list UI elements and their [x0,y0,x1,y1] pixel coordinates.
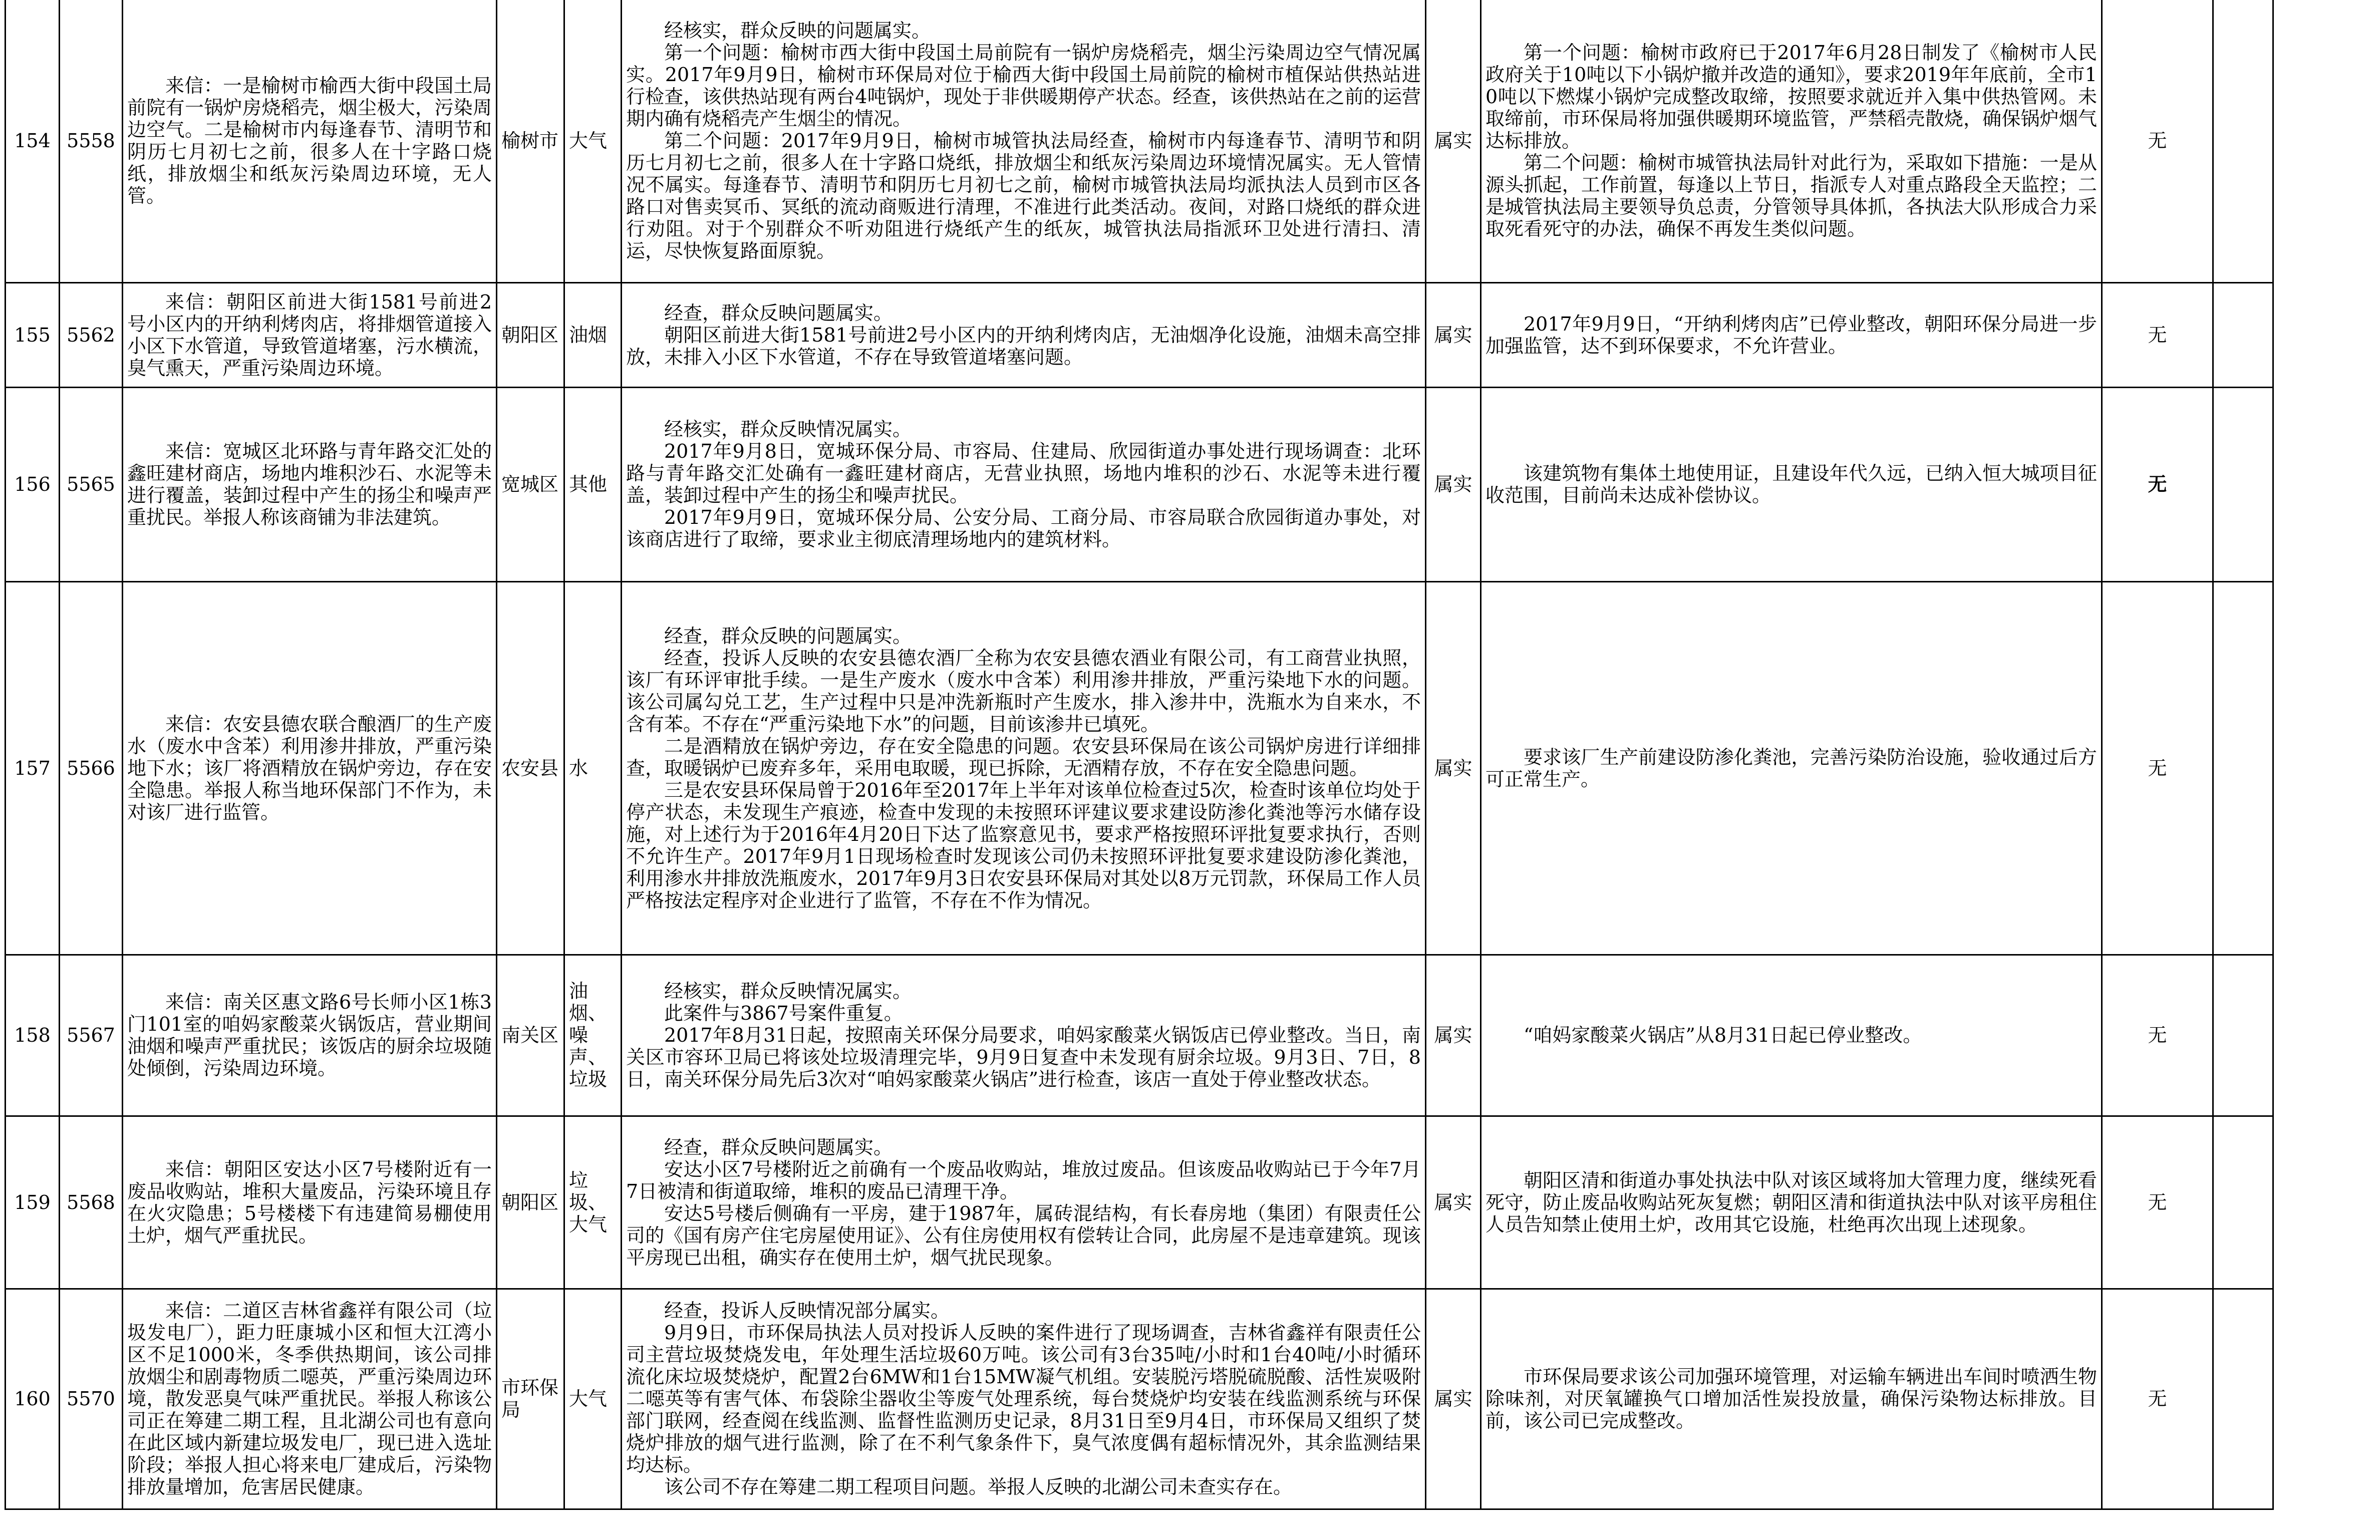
penalty: 无 [2102,282,2213,387]
investigation-result-paragraph: 2017年8月31日起，按照南关环保分局要求，咱妈家酸菜火锅饭店已停业整改。当日，南关区市容环卫局已将该处垃圾清理完毕，9月9日复查中未发现有厨余垃圾。9月3日、7日，8日，南关环保分局先后3次对“咱妈家酸菜火锅店”进行检查，该店一直处于停业整改状态。 [626,1024,1421,1090]
investigation-result-paragraph: 经核实，群众反映的问题属实。 [664,20,931,42]
complaint-paragraph: 来信：宽城区北环路与青年路交汇处的鑫旺建材商店，场地内堆积沙石、水泥等未进行覆盖，装卸过程中产生的扬尘和噪声严重扰民。举报人称该商铺为非法建筑。 [127,440,492,528]
investigation-result [622,282,1426,387]
rectification-paragraph: 该建筑物有集体土地使用证，且建设年代久远，已纳入恒大城项目征收范围，目前尚未达成补偿协议。 [1485,462,2097,506]
investigation-result-paragraph: 经查，群众反映问题属实。 [664,301,893,324]
pollution-type: 油烟、噪声、垃圾 [564,955,622,1116]
complaint-paragraph: 来信：农安县德农联合酿酒厂的生产废水（废水中含苯）利用渗井排放，严重污染地下水；该厂将酒精放在锅炉旁边，存在安全隐患。举报人称当地环保部门不作为，未对该厂进行监管。 [127,713,492,823]
empty-cell [2213,0,2273,282]
district: 市环保局 [497,1289,564,1509]
case-id: 5570 [60,1289,123,1509]
district: 朝阳区 [497,1116,564,1289]
penalty: 无 [2102,581,2213,955]
investigation-result-paragraph: 第一个问题：榆树市西大街中段国土局前院有一锅炉房烧稻壳，烟尘污染周边空气情况属实。2017年9月9日，榆树市环保局对位于榆西大街中段国土局前院的榆树市植保站供热站进行检查，该供热站现有两台4吨锅炉，现处于非供暖期停产状态。经查，该供热站在之前的运营期内确有烧稻壳产生烟尘的情况。 [626,42,1421,130]
investigation-result-paragraph: 经查，投诉人反映的农安县德农酒厂全称为农安县德农酒业有限公司，有工商营业执照，该厂有环评审批手续。一是生产废水（废水中含苯）利用渗井排放，严重污染地下水的问题。该公司属勾兑工艺，生产过程中只是冲洗新瓶时产生废水，排入渗井中，洗瓶水为自来水，不含有苯。不存在“严重污染地下水”的问题，目前该渗井已填死。 [626,647,1421,735]
empty-cell [2213,282,2273,387]
rectification [1481,1116,2102,1289]
verdict: 属实 [1426,282,1481,387]
complaint-text [123,387,497,581]
table-row [6,1289,2329,1509]
row-number: 154 [6,0,60,282]
case-id: 5566 [60,581,123,955]
rectification-paragraph: 朝阳区清和街道办事处执法中队对该区域将加大管理力度，继续死看死守，防止废品收购站死灰复燃；朝阳区清和街道执法中队对该平房租住人员告知禁止使用土炉，改用其它设施，杜绝再次出现上述现象。 [1485,1169,2097,1236]
penalty: 无 [2102,0,2213,282]
complaint-paragraph: 来信：二道区吉林省鑫祥有限公司（垃圾发电厂），距力旺康城小区和恒大江湾小区不足1000米，冬季供热期间，该公司排放烟尘和剧毒物质二噁英，严重污染周边环境，散发恶臭气味严重扰民。举报人称该公司正在筹建二期工程，且北湖公司也有意向在此区域内新建垃圾发电厂，现已进入选址阶段；举报人担心将来电厂建成后，污染物排放量增加，危害居民健康。 [127,1300,492,1498]
investigation-result-paragraph: 经核实，群众反映情况属实。 [664,980,912,1002]
rectification-paragraph: “咱妈家酸菜火锅店”从8月31日起已停业整改。 [1524,1024,1922,1046]
verdict: 属实 [1426,581,1481,955]
investigation-result-paragraph: 9月9日，市环保局执法人员对投诉人反映的案件进行了现场调查，吉林省鑫祥有限责任公司主营垃圾焚烧发电，年处理生活垃圾60万吨。该公司有3台35吨/小时和1台40吨/小时循环流化床垃圾焚烧炉，配置2台6MW和1台15MW凝气机组。安装脱污塔脱硫脱酸、活性炭吸附二噁英等有害气体、布袋除尘器收尘等废气处理系统，每台焚烧炉均安装在线监测系统与环保部门联网，经查阅在线监测、监督性监测历史记录，8月31日至9月4日，市环保局又组织了焚烧炉排放的烟气进行监测，除了在不利气象条件下，臭气浓度偶有超标情况外，其余监测结果均达标。 [626,1322,1421,1476]
case-id: 5558 [60,0,123,282]
rectification [1481,387,2102,581]
investigation-result-paragraph: 该公司不存在筹建二期工程项目问题。举报人反映的北湖公司未查实存在。 [664,1476,1293,1498]
table-row [6,0,2329,282]
rectification-paragraph: 第二个问题：榆树市城管执法局针对此行为，采取如下措施：一是从源头抓起，工作前置，每逢以上节日，指派专人对重点路段全天监控；二是城管执法局主要领导负总责，分管领导具体抓，各执法大队形成合力采取死看死守的办法，确保不再发生类似问题。 [1485,152,2097,240]
table-row [6,1116,2329,1289]
case-id: 5562 [60,282,123,387]
investigation-result-paragraph: 经查，群众反映的问题属实。 [664,625,912,647]
investigation-result [622,0,1426,282]
row-number: 158 [6,955,60,1116]
rectification [1481,955,2102,1116]
case-id: 5567 [60,955,123,1116]
investigation-result [622,581,1426,955]
table-row [6,581,2329,955]
complaint-text [123,282,497,387]
complaint-paragraph: 来信：一是榆树市榆西大街中段国土局前院有一锅炉房烧稻壳，烟尘极大，污染周边空气。二是榆树市内每逢春节、清明节和阴历七月初七之前，很多人在十字路口烧纸，排放烟尘和纸灰污染周边环境，无人管。 [127,75,492,207]
rectification [1481,1289,2102,1509]
rectification-paragraph: 第一个问题：榆树市政府已于2017年6月28日制发了《榆树市人民政府关于10吨以下小锅炉撤并改造的通知》，要求2019年年底前，全市10吨以下燃煤小锅炉完成整改取缔，按照要求就近并入集中供热管网。未取缔前，市环保局将加强供暖期环境监管，严禁稻壳散烧，确保锅炉烟气达标排放。 [1485,42,2097,152]
row-number: 155 [6,282,60,387]
investigation-result-paragraph: 此案件与3867号案件重复。 [664,1002,903,1024]
district: 宽城区 [497,387,564,581]
case-id: 5568 [60,1116,123,1289]
row-number: 156 [6,387,60,581]
pollution-type: 大气 [564,1289,622,1509]
investigation-result-paragraph: 经查，群众反映问题属实。 [664,1136,893,1158]
row-number: 157 [6,581,60,955]
empty-cell [2213,581,2273,955]
complaint-paragraph: 来信：南关区惠文路6号长师小区1栋3门101室的咱妈家酸菜火锅饭店，营业期间油烟和噪声严重扰民；该饭店的厨余垃圾随处倾倒，污染周边环境。 [127,991,492,1079]
investigation-result-paragraph: 第二个问题：2017年9月9日，榆树市城管执法局经查，榆树市内每逢春节、清明节和阴历七月初七之前，很多人在十字路口烧纸，排放烟尘和纸灰污染周边环境情况属实。无人管情况不属实。每逢春节、清明节和阴历七月初七之前，榆树市城管执法局均派执法人员到市区各路口对售卖冥币、冥纸的流动商贩进行清理，不准进行此类活动。夜间，对路口烧纸的群众进行劝阻。对于个别群众不听劝阻进行烧纸产生的纸灰，城管执法局指派环卫处进行清扫、清运，尽快恢复路面原貌。 [626,130,1421,262]
penalty: 无 [2102,955,2213,1116]
rectification [1481,0,2102,282]
pollution-type: 其他 [564,387,622,581]
complaint-text [123,0,497,282]
rectification [1481,282,2102,387]
rectification-paragraph: 要求该厂生产前建设防渗化粪池，完善污染防治设施，验收通过后方可正常生产。 [1485,746,2097,790]
row-number: 160 [6,1289,60,1509]
complaint-paragraph: 来信：朝阳区前进大街1581号前进2号小区内的开纳利烤肉店，将排烟管道接入小区下水管道，导致管道堵塞，污水横流，臭气熏天，严重污染周边环境。 [127,290,492,379]
investigation-result-paragraph: 2017年9月9日，宽城环保分局、公安分局、工商分局、市容局联合欣园街道办事处，对该商店进行了取缔，要求业主彻底清理场地内的建筑材料。 [626,506,1421,550]
investigation-result [622,1289,1426,1509]
empty-cell [2213,1116,2273,1289]
complaint-text [123,581,497,955]
complaint-text [123,1116,497,1289]
investigation-result-paragraph: 2017年9月8日，宽城环保分局、市容局、住建局、欣园街道办事处进行现场调查：北环路与青年路交汇处确有一鑫旺建材商店，无营业执照，场地内堆积的沙石、水泥等未进行覆盖，装卸过程中产生的扬尘和噪声扰民。 [626,440,1421,506]
complaint-text [123,1289,497,1509]
investigation-result-paragraph: 经查，投诉人反映情况部分属实。 [664,1300,950,1322]
investigation-result-paragraph: 三是农安县环保局曾于2016年至2017年上半年对该单位检查过5次，检查时该单位均处于停产状态，未发现生产痕迹，检查中发现的未按照环评建议要求建设防渗化粪池等污水储存设施，对上述行为于2016年4月20日下达了监察意见书，要求严格按照环评批复要求执行，否则不允许生产。2017年9月1日现场检查时发现该公司仍未按照环评批复要求建设防渗化粪池，利用渗水井排放洗瓶废水，2017年9月3日农安县环保局对其处以8万元罚款，环保局工作人员严格按法定程序对企业进行了监管，不存在不作为情况。 [626,779,1421,911]
investigation-result [622,955,1426,1116]
investigation-result [622,387,1426,581]
verdict: 属实 [1426,1116,1481,1289]
rectification-paragraph: 2017年9月9日，“开纳利烤肉店”已停业整改，朝阳环保分局进一步加强监管，达不到环保要求，不允许营业。 [1485,313,2097,357]
investigation-result-paragraph: 二是酒精放在锅炉旁边，存在安全隐患的问题。农安县环保局在该公司锅炉房进行详细排查，取暖锅炉已废弃多年，采用电取暖，现已拆除，无酒精存放，不存在安全隐患问题。 [626,735,1421,779]
complaint-text [123,955,497,1116]
report-table [5,0,2330,1510]
empty-cell [2213,1289,2273,1509]
row-number: 159 [6,1116,60,1289]
district: 朝阳区 [497,282,564,387]
investigation-result-paragraph: 朝阳区前进大街1581号前进2号小区内的开纳利烤肉店，无油烟净化设施，油烟未高空排放，未排入小区下水管道，不存在导致管道堵塞问题。 [626,324,1421,368]
case-id: 5565 [60,387,123,581]
pollution-type: 水 [564,581,622,955]
investigation-result [622,1116,1426,1289]
pollution-type: 油烟 [564,282,622,387]
verdict: 属实 [1426,1289,1481,1509]
rectification [1481,581,2102,955]
verdict: 属实 [1426,387,1481,581]
empty-cell [2213,955,2273,1116]
table-row [6,387,2329,581]
verdict: 属实 [1426,955,1481,1116]
penalty: 无 [2102,387,2213,581]
complaint-paragraph: 来信：朝阳区安达小区7号楼附近有一废品收购站，堆积大量废品，污染环境且存在火灾隐患；5号楼楼下有违建简易棚使用土炉，烟气严重扰民。 [127,1158,492,1247]
table-row [6,955,2329,1116]
verdict: 属实 [1426,0,1481,282]
investigation-result-paragraph: 经核实，群众反映情况属实。 [664,418,912,440]
district: 南关区 [497,955,564,1116]
investigation-result-paragraph: 安达小区7号楼附近之前确有一个废品收购站，堆放过废品。但该废品收购站已于今年7月7日被清和街道取缔，堆积的废品已清理干净。 [626,1158,1421,1202]
pollution-type: 大气 [564,0,622,282]
empty-cell [2213,387,2273,581]
pollution-type: 垃圾、大气 [564,1116,622,1289]
penalty: 无 [2102,1116,2213,1289]
table-row [6,282,2329,387]
rectification-paragraph: 市环保局要求该公司加强环境管理，对运输车辆进出车间时喷洒生物除味剂，对厌氧罐换气口增加活性炭投放量，确保污染物达标排放。目前，该公司已完成整改。 [1485,1366,2097,1432]
district: 榆树市 [497,0,564,282]
district: 农安县 [497,581,564,955]
investigation-result-paragraph: 安达5号楼后侧确有一平房，建于1987年，属砖混结构，有长春房地（集团）有限责任公司的《国有房产住宅房屋使用证》、公有住房使用权有偿转让合同，此房屋不是违章建筑。现该平房现已出租，确实存在使用土炉，烟气扰民现象。 [626,1202,1421,1269]
penalty: 无 [2102,1289,2213,1509]
